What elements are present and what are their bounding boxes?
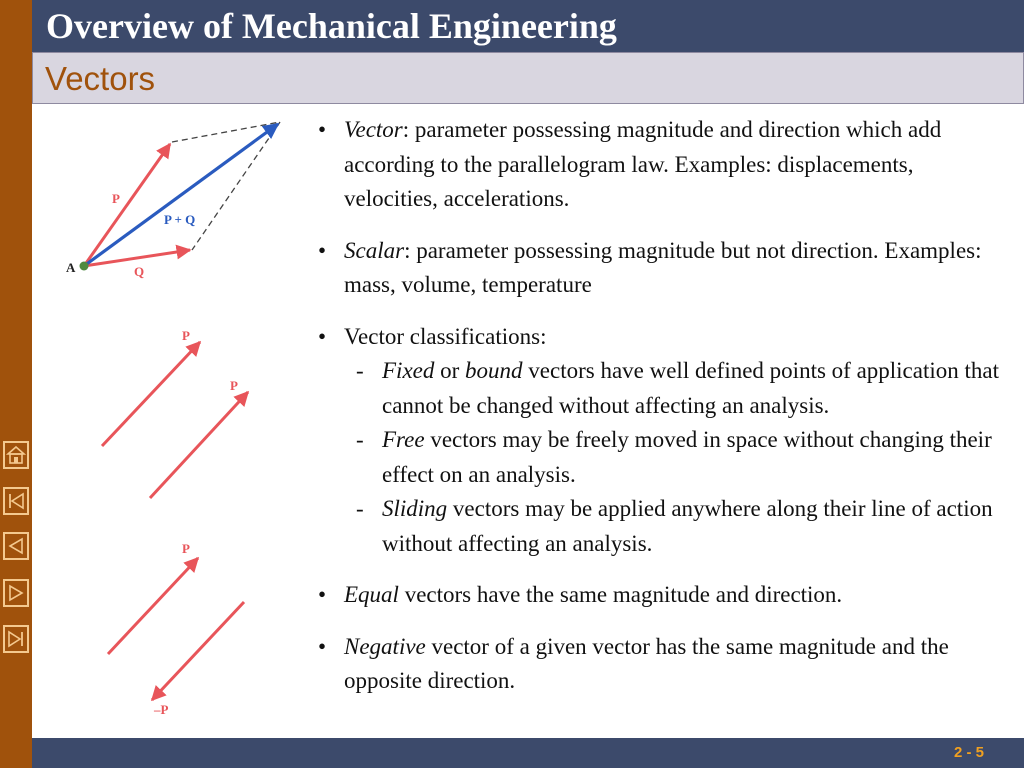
bullet-text: vector of a given vector has the same magnitude and the opposite direction. <box>344 633 949 693</box>
parallelogram-figure <box>66 122 280 279</box>
bullet-negative: • Negative vector of a given vector has the same magnitude and the opposite direction. <box>318 633 949 693</box>
term: bound <box>465 358 523 383</box>
page-number: 2 - 5 <box>953 744 984 761</box>
equal-vectors-figure <box>102 328 248 498</box>
equal-vector-2 <box>150 392 248 498</box>
point-a-label: A <box>66 260 76 275</box>
sub-text: vectors may be applied anywhere along their line of action without affecting an analysis. <box>382 496 993 556</box>
bullet-equal: • Equal vectors have the same magnitude and direction. <box>318 582 843 607</box>
title-bar <box>32 0 1024 52</box>
vector-negative-p <box>152 602 244 700</box>
term: Fixed <box>382 358 435 383</box>
vector-p-arrow <box>84 144 170 266</box>
bullet-text: : parameter possessing magnitude but not direction. Examples: mass, volume, temperature <box>344 237 982 297</box>
home-icon <box>6 445 26 465</box>
next-slide-button[interactable] <box>3 579 29 607</box>
section-title: Vectors <box>45 60 156 97</box>
bullet-scalar: • Scalar: parameter possessing magnitude but not direction. Examples: mass, volume, temperature <box>318 237 982 297</box>
previous-slide-button[interactable] <box>3 532 29 560</box>
equal-label-1: P <box>182 328 190 343</box>
point-a-marker <box>80 262 89 271</box>
label-p-plus-q: P + Q <box>164 212 196 227</box>
vector-p <box>108 558 198 654</box>
page-title: Overview of Mechanical Engineering <box>46 6 617 46</box>
term: Scalar <box>344 237 405 263</box>
sub-item-fixed: - Fixed or bound vectors have well defined points of application that cannot be changed without affecting an analysis. <box>356 358 999 418</box>
term: Sliding <box>382 496 448 521</box>
last-slide-icon <box>6 629 26 649</box>
sidebar <box>0 0 32 768</box>
sub-item-free: - Free vectors may be freely moved in space without changing their effect on an analysis. <box>356 427 992 487</box>
bullet-classifications: • Vector classifications: - Fixed or bound vectors have well defined points of application that cannot be changed without affecting an analysis. - Free vectors may be freely moved in space without changing their effect on an analysis. - Sliding vectors may be applied anywhere along their line of action without affecting an analysis. <box>312 320 1012 562</box>
subtitle-bar <box>32 52 1024 104</box>
vector-figures <box>40 108 320 728</box>
label-q: Q <box>134 264 145 279</box>
bullet-text: vectors have the same magnitude and direction. <box>398 582 843 607</box>
term: Negative <box>344 633 426 659</box>
label-negative-p: –P <box>154 702 169 717</box>
bullet-text: Vector classifications: <box>344 323 547 349</box>
bullet-text: : parameter possessing magnitude and direction which add according to the parallelogram law. Examples: displacements, velocities, accelerations. <box>344 117 942 211</box>
negative-vector-figure <box>108 541 244 717</box>
next-slide-icon <box>6 583 26 603</box>
first-slide-icon <box>6 491 26 511</box>
dashed-edge-right <box>192 122 280 250</box>
sub-text: vectors have well defined points of application that cannot be changed without affecting an analysis. <box>382 358 999 418</box>
previous-slide-icon <box>6 536 26 556</box>
term: Free <box>382 427 425 452</box>
bullet-vector: • Vector: parameter possessing magnitude and direction which add according to the parallelogram law. Examples: displacements, velocities, accelerations. <box>318 117 942 211</box>
dashed-edge-top <box>172 122 280 142</box>
term: Vector <box>344 117 403 142</box>
sub-text: vectors may be freely moved in space without changing their effect on an analysis. <box>382 427 992 487</box>
equal-label-2: P <box>230 378 238 393</box>
last-slide-button[interactable] <box>3 625 29 653</box>
equal-vector-1 <box>102 342 200 446</box>
label-p: P <box>182 541 190 556</box>
term: Equal <box>344 582 399 607</box>
home-button[interactable] <box>3 441 29 469</box>
first-slide-button[interactable] <box>3 487 29 515</box>
label-p: P <box>112 191 120 206</box>
footer-bar <box>32 738 1024 768</box>
content-list <box>312 113 1012 716</box>
sub-item-sliding: - Sliding vectors may be applied anywhere along their line of action without affecting an analysis. <box>356 496 993 556</box>
